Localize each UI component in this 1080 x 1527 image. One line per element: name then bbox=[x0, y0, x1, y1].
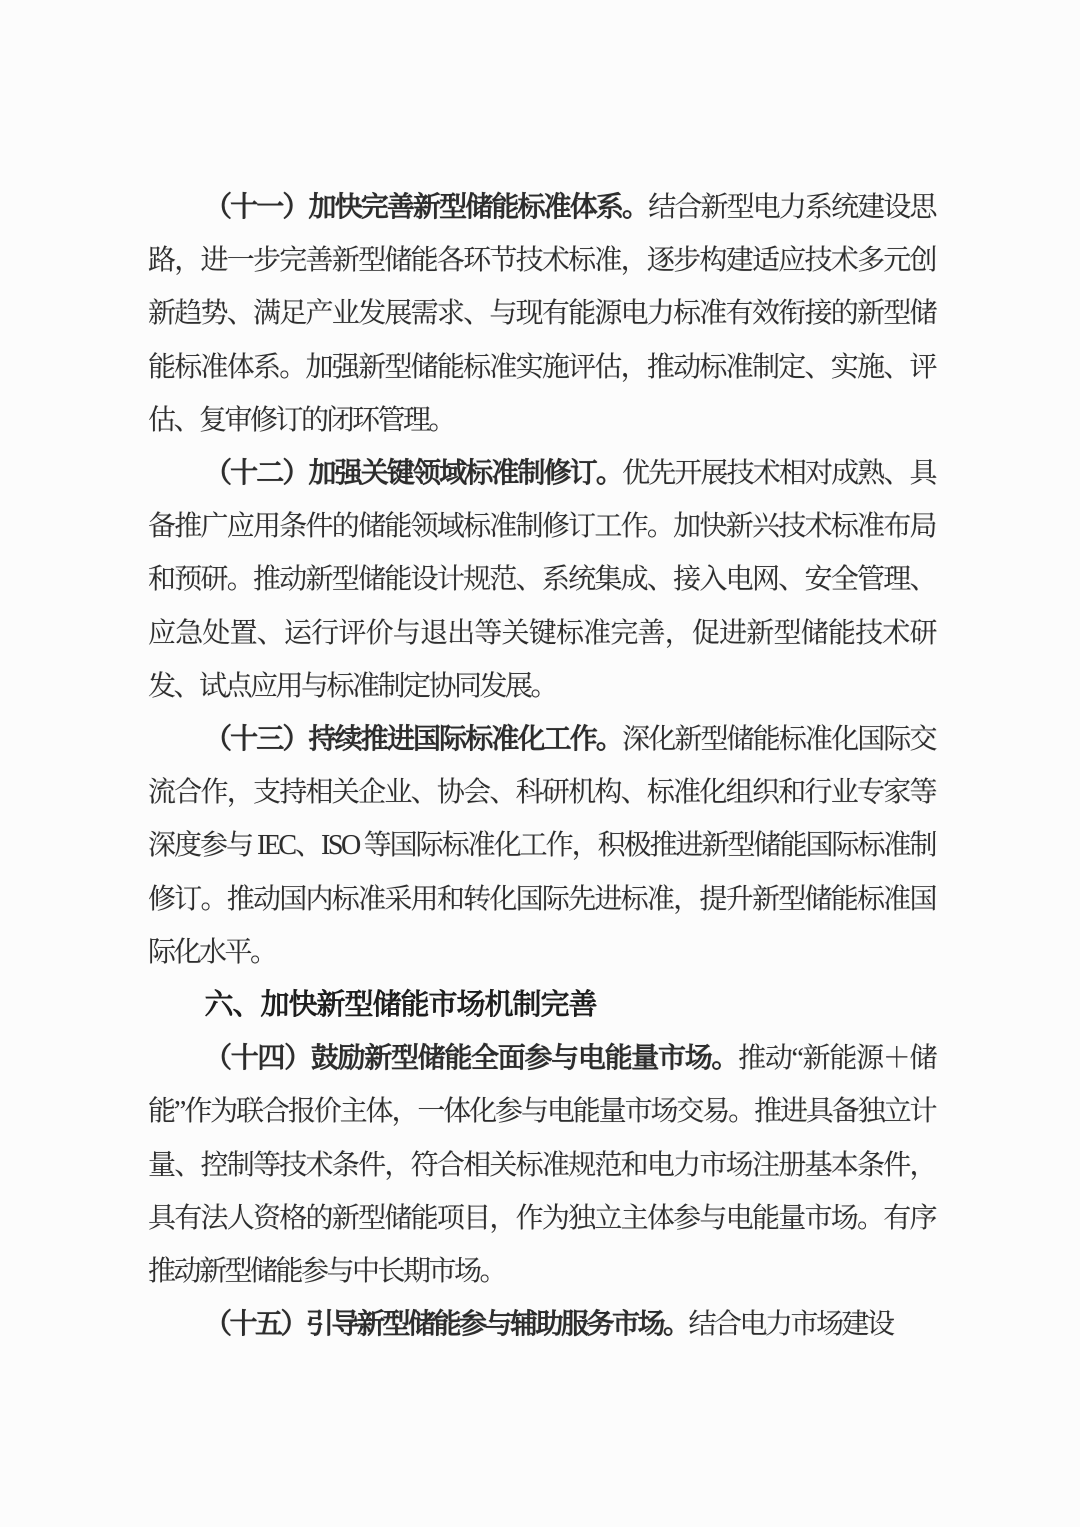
paragraph-item-15 bbox=[148, 1298, 935, 1351]
section-heading-6: 六、加快新型储能市场机制完善 bbox=[204, 989, 597, 1022]
paragraph-11-body: 结合新型电力系统建设思路，进一步完善新型储能各环节技术标准，逐步构建适应技术多元创新趋势、满足产业发展需求、与现有能源电力标准有效衔接的新型储能标准体系。加强新型储能标准实施评估，推动标准制定、实施、评估、复审修订的闭环管理。 bbox=[148, 192, 935, 436]
paragraph-12-lead: （十二）加强关键领域标准制修订。 bbox=[204, 458, 623, 490]
paragraph-12-body: 优先开展技术相对成熟、具备推广应用条件的储能领域标准制修订工作。加快新兴技术标准布局和预研。推动新型储能设计规范、系统集成、接入电网、安全管理、应急处置、运行评价与退出等关键标准完善，促进新型储能技术研发、试点应用与标准制定协同发展。 bbox=[148, 458, 935, 702]
paragraph-15-body: 结合电力市场建设 bbox=[688, 1309, 893, 1341]
paragraph-13-lead: （十三）持续推进国际标准化工作。 bbox=[204, 724, 623, 756]
paragraph-item-12 bbox=[148, 447, 935, 713]
paragraph-14-lead: （十四）鼓励新型储能全面参与电能量市场。 bbox=[204, 1043, 739, 1075]
paragraph-item-11 bbox=[148, 181, 935, 447]
paragraph-15-lead: （十五）引导新型储能参与辅助服务市场。 bbox=[204, 1309, 689, 1341]
paragraph-item-13 bbox=[148, 713, 935, 979]
paragraph-item-14 bbox=[148, 1032, 935, 1298]
paragraph-11-lead: （十一）加快完善新型储能标准体系。 bbox=[204, 192, 649, 223]
paragraph-13-body: 深化新型储能标准化国际交流合作，支持相关企业、协会、科研机构、标准化组织和行业专家等深度参与 IEC、ISO 等国际标准化工作，积极推进新型储能国际标准制修订。推动国内标准采用和转化国际先进标准，提升新型储能标准国际化水平。 bbox=[148, 724, 935, 968]
paragraph-14-body: 推动“新能源＋储能”作为联合报价主体，一体化参与电能量市场交易。推进具备独立计量、控制等技术条件，符合相关标准规范和电力市场注册基本条件，具有法人资格的新型储能项目，作为独立主体参与电能量市场。有序推动新型储能参与中长期市场。 bbox=[148, 1043, 935, 1288]
